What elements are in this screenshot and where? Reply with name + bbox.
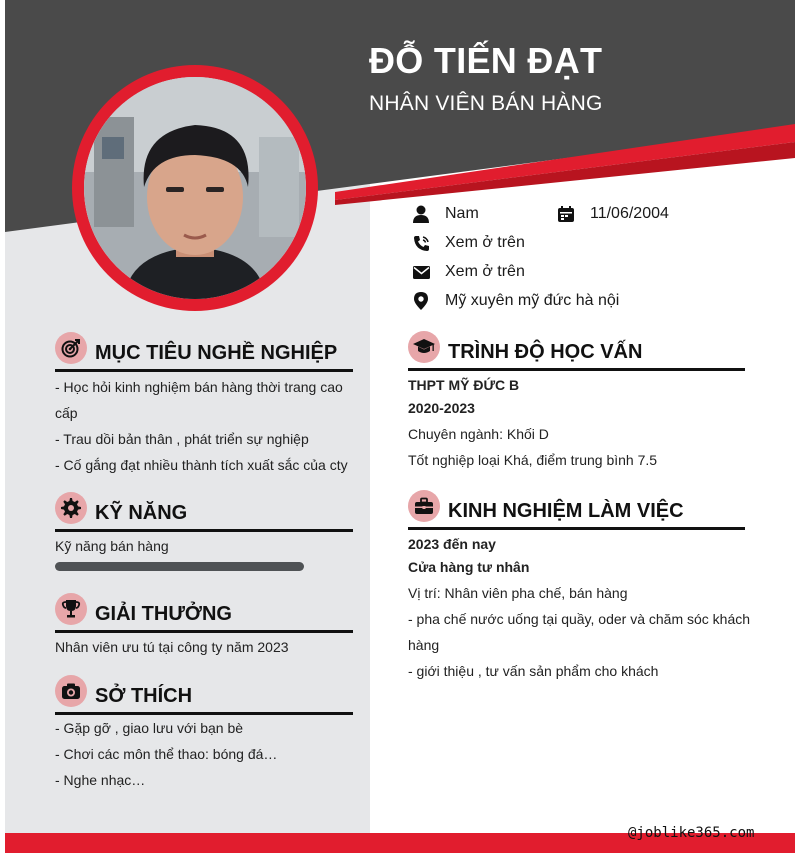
experience-company: Cửa hàng tư nhân (408, 559, 530, 575)
hobbies-header (55, 675, 353, 715)
objective-line: - Học hỏi kinh nghiệm bán hàng thời trang cao (55, 379, 343, 395)
objective-line: - Trau dồi bản thân , phát triển sự nghiệp (55, 431, 309, 447)
hobby-line: - Chơi các môn thể thao: bóng đá… (55, 746, 278, 762)
contact-address (411, 291, 619, 311)
experience-title: KINH NGHIỆM LÀM VIỆC (448, 500, 684, 522)
experience-rule (408, 527, 745, 530)
skills-header (55, 492, 353, 532)
awards-header (55, 593, 353, 633)
objective-line: cấp (55, 405, 78, 421)
hobby-line: - Gặp gỡ , giao lưu với bạn bè (55, 720, 244, 736)
objective-line: - Cố gắng đạt nhiều thành tích xuất sắc của cty (55, 457, 348, 473)
education-title: TRÌNH ĐỘ HỌC VẤN (448, 341, 643, 363)
contact-email (411, 262, 525, 282)
education-major: Chuyên ngành: Khối D (408, 426, 549, 442)
award-text: Nhân viên ưu tú tại công ty năm 2023 (55, 639, 289, 655)
avatar (84, 77, 306, 299)
target-icon (55, 332, 87, 364)
education-result: Tốt nghiệp loại Khá, điểm trung bình 7.5 (408, 452, 658, 468)
experience-line: - giới thiệu , tư vấn sản phẩm cho khách (408, 663, 659, 679)
candidate-name: ĐỖ TIẾN ĐẠT (369, 40, 603, 81)
avatar-ring (72, 65, 318, 311)
user-icon (411, 204, 431, 224)
cv-page (5, 0, 795, 853)
experience-line: hàng (408, 637, 440, 653)
awards-title: GIẢI THƯỞNG (95, 603, 232, 625)
contact-gender (411, 204, 479, 224)
gender-text: Nam (445, 205, 479, 222)
contact-phone (411, 233, 525, 253)
skill-name: Kỹ năng bán hàng (55, 538, 169, 554)
objective-rule (55, 369, 353, 372)
trophy-icon (55, 593, 87, 625)
education-header (408, 331, 745, 371)
address-text: Mỹ xuyên mỹ đức hà nội (445, 292, 620, 309)
briefcase-icon (408, 490, 440, 522)
education-years: 2020-2023 (408, 400, 475, 416)
envelope-icon (411, 262, 431, 282)
graduation-cap-icon (408, 331, 440, 363)
hobbies-title: SỞ THÍCH (95, 685, 193, 707)
experience-body (408, 606, 753, 684)
skills-title: KỸ NĂNG (95, 502, 188, 524)
candidate-role: NHÂN VIÊN BÁN HÀNG (369, 92, 603, 115)
gear-icon (55, 492, 87, 524)
phone-icon (411, 233, 431, 253)
hobby-line: - Nghe nhạc… (55, 772, 146, 788)
experience-header (408, 490, 745, 530)
objective-header (55, 332, 353, 372)
hobbies-body (55, 715, 277, 793)
birthday-text: 11/06/2004 (590, 205, 669, 222)
experience-period: 2023 đến nay (408, 536, 496, 552)
experience-line: - pha chế nước uống tại quầy, oder và chăm sóc khách (408, 611, 751, 627)
map-pin-icon (411, 291, 431, 311)
skills-rule (55, 529, 353, 532)
email-text: Xem ở trên (445, 263, 525, 280)
calendar-icon (556, 204, 576, 224)
camera-icon (55, 675, 87, 707)
education-rule (408, 368, 745, 371)
objective-title: MỤC TIÊU NGHỀ NGHIỆP (95, 342, 338, 364)
watermark-text: @joblike365.com (628, 825, 755, 841)
objective-body (55, 374, 355, 478)
experience-position: Vị trí: Nhân viên pha chế, bán hàng (408, 585, 628, 601)
awards-rule (55, 630, 353, 633)
portrait-photo (84, 77, 306, 299)
education-school: THPT MỸ ĐỨC B (408, 377, 520, 393)
phone-text: Xem ở trên (445, 234, 525, 251)
contact-birthday (556, 204, 669, 224)
skill-level-bar (55, 562, 304, 571)
